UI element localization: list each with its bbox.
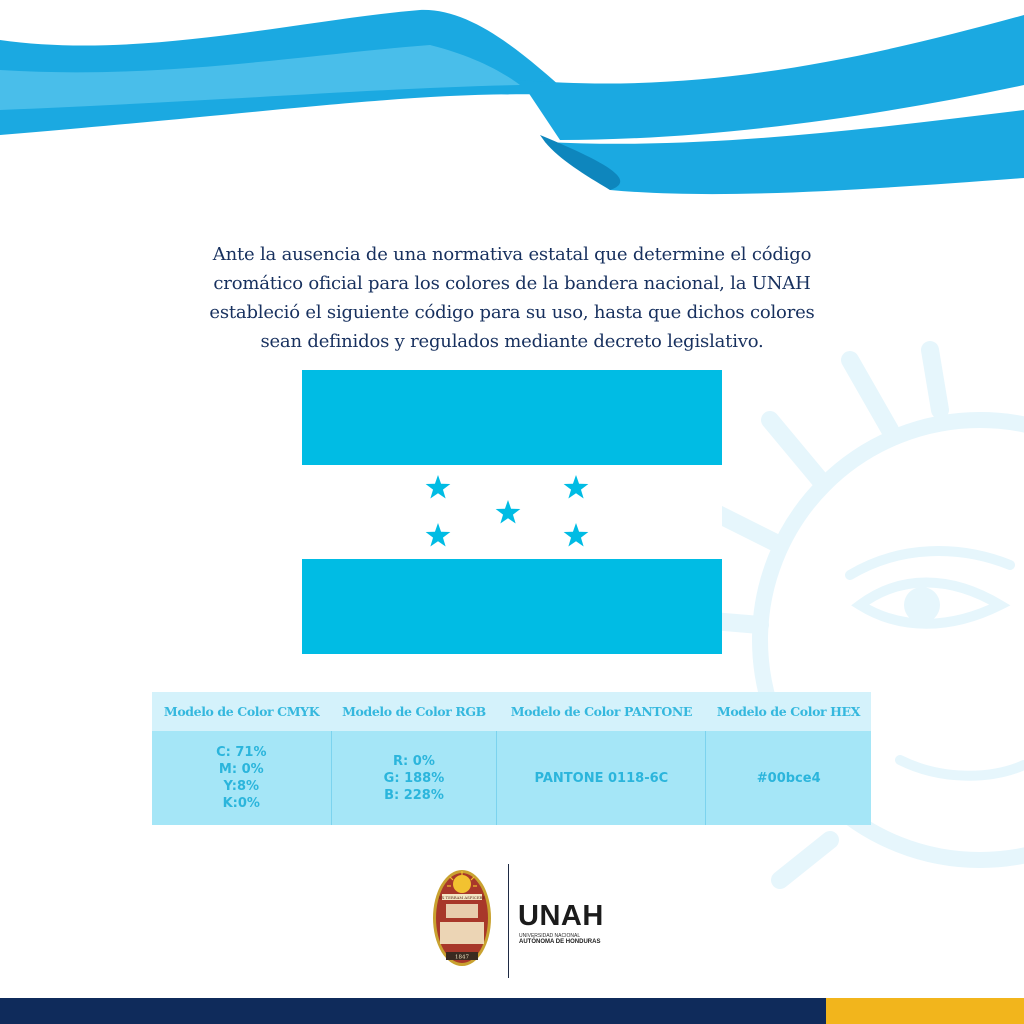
flag-star-icon bbox=[564, 475, 589, 499]
sun-mouth bbox=[900, 760, 1024, 776]
bottom-color-bar bbox=[0, 998, 1024, 1024]
brand-name: UNAH bbox=[518, 900, 604, 932]
brand-subtitle-line2: AUTÓNOMA DE HONDURAS bbox=[519, 939, 601, 945]
rgb-r: R: 0% bbox=[393, 753, 435, 769]
flag-stripe-bottom bbox=[302, 559, 722, 654]
brand-subtitle-line1: UNIVERSIDAD NACIONAL bbox=[519, 933, 581, 939]
flag-star-icon bbox=[426, 475, 451, 499]
color-code-table bbox=[152, 692, 871, 825]
bottom-bar-navy bbox=[0, 998, 826, 1024]
sun-ray bbox=[850, 360, 890, 430]
sun-ray bbox=[930, 350, 940, 410]
flag-star-icon bbox=[496, 500, 521, 524]
sun-ray bbox=[770, 420, 820, 480]
cell-rgb bbox=[331, 731, 497, 825]
cmyk-c: C: 71% bbox=[216, 745, 267, 760]
flag-stars bbox=[302, 465, 722, 559]
cmyk-m: M: 0% bbox=[218, 762, 264, 777]
header-rgb: Modelo de Color RGB bbox=[331, 692, 497, 731]
seal-year: 1847 bbox=[455, 954, 469, 961]
unah-brand bbox=[432, 864, 632, 978]
flag-stripe-top bbox=[302, 370, 722, 465]
seal-motto: EX TERRAM ASPICERE bbox=[438, 894, 486, 900]
table-row bbox=[152, 731, 871, 825]
header-cmyk: Modelo de Color CMYK bbox=[152, 692, 331, 731]
flag-star-icon bbox=[426, 523, 451, 547]
sun-ray bbox=[780, 840, 830, 880]
header-pantone: Modelo de Color PANTONE bbox=[497, 692, 706, 731]
cell-hex: #00bce4 bbox=[706, 731, 871, 825]
flag-star-icon bbox=[564, 523, 589, 547]
cell-pantone: PANTONE 0118-6C bbox=[497, 731, 706, 825]
cell-cmyk bbox=[152, 731, 331, 825]
honduras-flag bbox=[302, 370, 722, 654]
table-header-row bbox=[152, 692, 871, 731]
bottom-bar-gold bbox=[826, 998, 1024, 1024]
brand-divider bbox=[508, 864, 509, 978]
cmyk-k: K:0% bbox=[222, 796, 260, 811]
rgb-b: B: 228% bbox=[384, 787, 444, 803]
header-hex: Modelo de Color HEX bbox=[706, 692, 871, 731]
sun-brow bbox=[850, 551, 1010, 575]
rgb-g: G: 188% bbox=[383, 770, 445, 786]
intro-paragraph: Ante la ausencia de una normativa estatal que determine el código cromático oficial para los colores de la bandera nacional, la UNAH estableció el siguiente código para su uso, hasta que dichos colores sean definidos y regulados mediante decreto legislativo. bbox=[209, 244, 815, 352]
sun-watermark bbox=[700, 340, 1024, 980]
unah-seal-icon bbox=[432, 868, 492, 968]
ribbon-decoration bbox=[0, 0, 1024, 210]
cmyk-y: Y:8% bbox=[223, 779, 260, 794]
sun-pupil bbox=[904, 587, 940, 623]
